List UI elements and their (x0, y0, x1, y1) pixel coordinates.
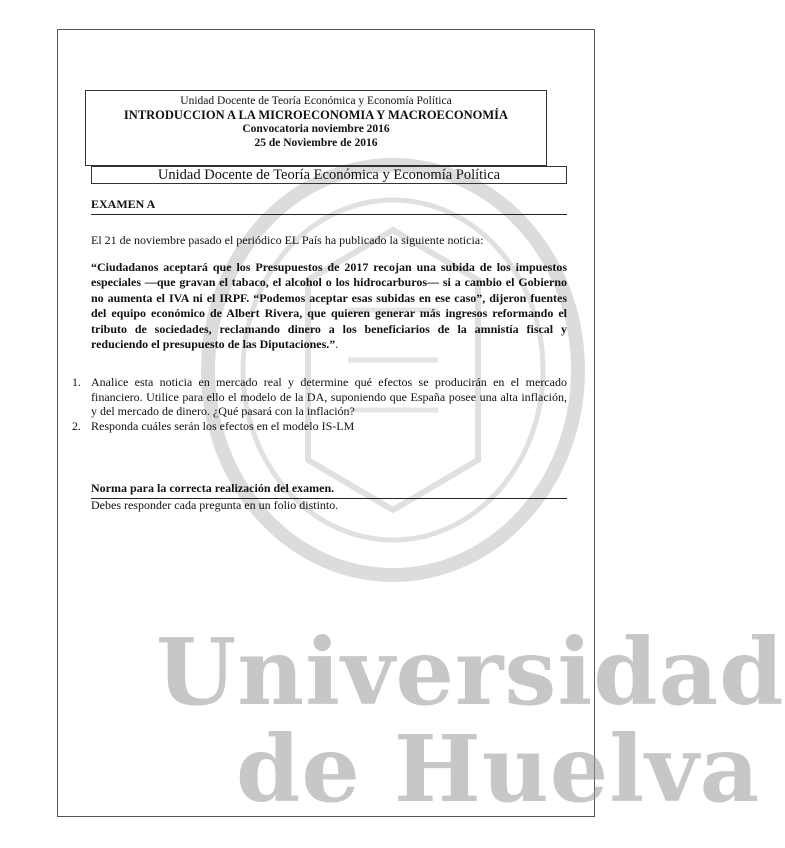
question-text: Analice esta noticia en mercado real y determine qué efectos se producirán en el mercado financiero. Utilice para ello el modelo de la DA, suponiendo que España posee una alta inflación, y del mercado de dinero. ¿Qué pasará con la inflación? (91, 375, 567, 419)
question-2 (72, 419, 567, 434)
norm-text: Debes responder cada pregunta en un folio distinto. (91, 498, 339, 512)
exam-header (85, 90, 547, 166)
unit-title: Unidad Docente de Teoría Económica y Economía Política (91, 166, 567, 184)
news-quote (91, 260, 567, 352)
question-list (72, 375, 567, 433)
question-1 (72, 375, 567, 419)
header-session: Convocatoria noviembre 2016 (242, 123, 390, 135)
exam-intro: El 21 de noviembre pasado el periódico EL País ha publicado la siguiente noticia: (91, 233, 484, 247)
watermark-universidad: Universidad (156, 618, 785, 726)
exam-title: EXAMEN A (91, 197, 567, 215)
watermark-de-huelva: de Huelva (236, 715, 761, 823)
norm-title: Norma para la correcta realización del examen. (91, 481, 567, 499)
question-text: Responda cuáles serán los efectos en el modelo IS-LM (91, 418, 355, 433)
header-department: Unidad Docente de Teoría Económica y Economía Política (180, 95, 452, 107)
news-quote-text: “Ciudadanos aceptará que los Presupuestos de 2017 recojan una subida de los impuestos especiales —que gravan el tabaco, el alcohol o los hidrocarburos— si a cambio el Gobierno no aumenta el IVA ni el IRPF. “Podemos aceptar esas subidas en ese caso”, dijeron fuentes del equipo económico de Albert Rivera, que quieren generar más ingresos reformando el tributo de sociedades, reclamando dinero a los beneficiarios de la amnistía fiscal y reduciendo el presupuesto de las Diputaciones.” (91, 260, 567, 352)
header-date: 25 de Noviembre de 2016 (254, 137, 378, 149)
question-number: 2. (72, 418, 81, 433)
news-quote-end: . (335, 337, 339, 352)
header-course: INTRODUCCION A LA MICROECONOMIA Y MACROECONOMÍA (123, 108, 509, 122)
question-number: 1. (72, 375, 81, 389)
